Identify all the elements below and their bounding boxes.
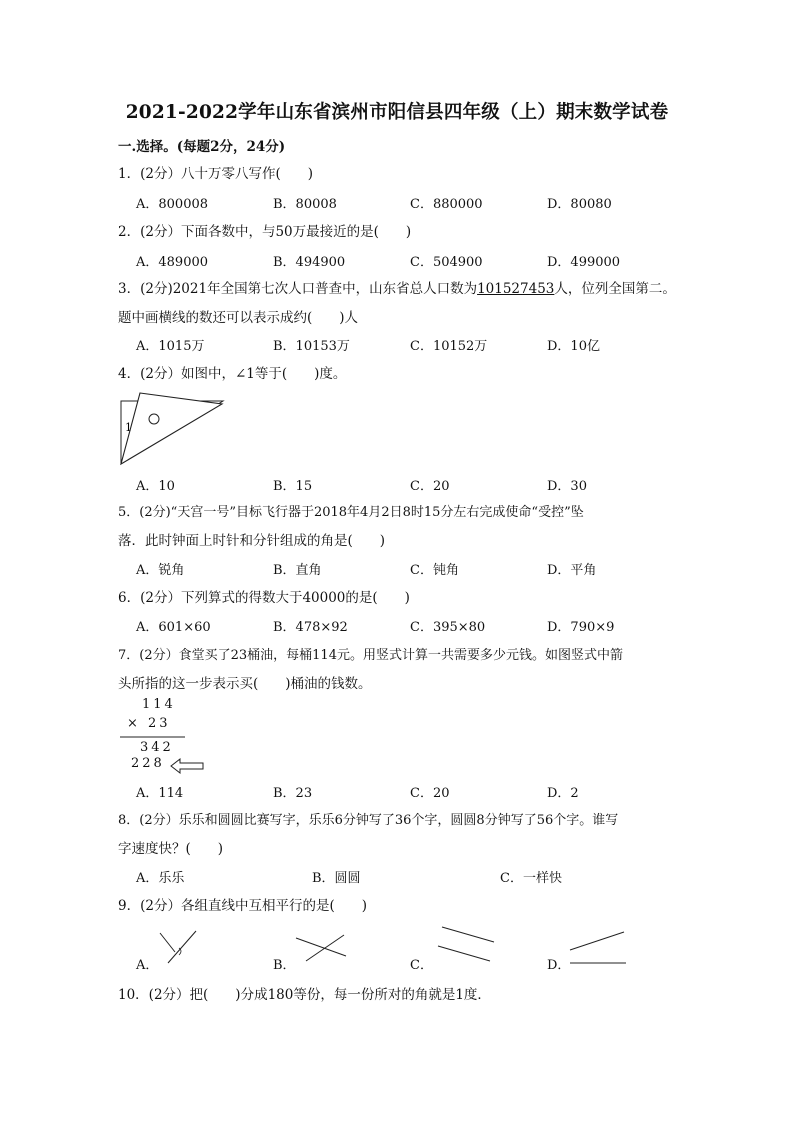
left-arrow-icon [170, 758, 206, 774]
q5-option-b[interactable]: B．直角 [273, 563, 322, 578]
question-2: 2．(2分）下面各数中，与50万最接近的是( ) [118, 224, 412, 240]
q9-figure-c [436, 926, 500, 966]
question-3 [118, 277, 676, 297]
q6-option-a[interactable]: A．601×60 [136, 620, 211, 635]
q2-option-b[interactable]: B．494900 [273, 255, 346, 270]
q3-option-d[interactable]: D．10亿 [547, 339, 600, 354]
calc-row-multiplier: × 23 [127, 716, 171, 731]
q9-option-d[interactable]: D． [547, 958, 571, 973]
q4-option-b[interactable]: B．15 [273, 479, 313, 494]
q4-option-c[interactable]: C．20 [410, 479, 450, 494]
q2-option-c[interactable]: C．504900 [410, 255, 483, 270]
q3-text-pre: 3．(2分)2021年全国第七次人口普查中，山东省总人口数为 [118, 281, 478, 297]
calc-row-multiplicand: 114 [142, 697, 176, 712]
q3-text-post: 人，位列全国第二。 [554, 281, 676, 297]
calc-row-partial-1: 342 [140, 740, 174, 755]
q8-option-b[interactable]: B．圆圆 [312, 871, 361, 886]
q1-option-a[interactable]: A．800008 [136, 197, 209, 212]
q7-option-d[interactable]: D．2 [547, 786, 579, 801]
calc-row-partial-2: 228 [131, 756, 165, 771]
question-4: 4．(2分）如图中，∠1等于( )度。 [118, 366, 347, 382]
q9-figure-a [158, 930, 200, 966]
angle-1-label: 1 [125, 421, 132, 434]
q3-option-c[interactable]: C．10152万 [410, 339, 488, 354]
q5-option-a[interactable]: A．锐角 [136, 563, 185, 578]
question-3-line-2: 题中画横线的数还可以表示成约( )人 [118, 310, 359, 326]
q4-option-a[interactable]: A．10 [136, 479, 175, 494]
q1-option-c[interactable]: C．880000 [410, 197, 483, 212]
question-5: 5．(2分)“天宫一号”目标飞行器于2018年4月2日8时15分左右完成使命“受控”坠 [118, 505, 584, 520]
q6-option-c[interactable]: C．395×80 [410, 620, 486, 635]
q7-option-b[interactable]: B．23 [273, 786, 313, 801]
q1-option-d[interactable]: D．80080 [547, 197, 612, 212]
question-8: 8．(2分）乐乐和圆圆比赛写字，乐乐6分钟写了36个字，圆圆8分钟写了56个字。谁写 [118, 813, 619, 828]
q9-option-a[interactable]: A． [136, 958, 159, 973]
section-heading: 一.选择。(每题2分，24分) [118, 139, 286, 155]
question-8-line-2: 字速度快？( ) [118, 841, 224, 857]
question-6: 6．(2分）下列算式的得数大于40000的是( ) [118, 590, 410, 606]
q5-option-c[interactable]: C．钝角 [410, 563, 459, 578]
q9-figure-d [568, 930, 630, 966]
q3-option-a[interactable]: A．1015万 [136, 339, 205, 354]
calc-divider [120, 735, 186, 739]
question-7-line-2: 头所指的这一步表示买( )桶油的钱数。 [118, 676, 372, 692]
triangle-ruler-figure [118, 392, 228, 468]
question-7: 7．(2分）食堂买了23桶油，每桶114元。用竖式计算一共需要多少元钱。如图竖式中箭 [118, 648, 623, 663]
page-title: 2021-2022学年山东省滨州市阳信县四年级（上）期末数学试卷 [125, 102, 669, 123]
q1-option-b[interactable]: B．80008 [273, 197, 337, 212]
question-9: 9．(2分）各组直线中互相平行的是( ) [118, 898, 367, 914]
q3-underlined-number: 101527453 [477, 281, 555, 297]
q6-option-d[interactable]: D．790×9 [547, 620, 615, 635]
question-10: 10．(2分）把( )分成180等份，每一份所对的角就是1度． [118, 987, 491, 1003]
q8-option-a[interactable]: A．乐乐 [136, 871, 185, 886]
q5-option-d[interactable]: D．平角 [547, 563, 597, 578]
q8-option-c[interactable]: C．一样快 [500, 871, 562, 886]
q7-option-c[interactable]: C．20 [410, 786, 450, 801]
q2-option-d[interactable]: D．499000 [547, 255, 621, 270]
q3-option-b[interactable]: B．10153万 [273, 339, 350, 354]
q9-figure-b [294, 934, 350, 964]
question-1: 1．(2分）八十万零八写作( ) [118, 166, 313, 182]
q9-option-b[interactable]: B． [273, 958, 296, 973]
q2-option-a[interactable]: A．489000 [136, 255, 209, 270]
question-5-line-2: 落．此时钟面上时针和分针组成的角是( ) [118, 533, 386, 549]
q4-option-d[interactable]: D．30 [547, 479, 587, 494]
q6-option-b[interactable]: B．478×92 [273, 620, 348, 635]
q9-option-c[interactable]: C． [410, 958, 433, 973]
q7-option-a[interactable]: A．114 [136, 786, 184, 801]
